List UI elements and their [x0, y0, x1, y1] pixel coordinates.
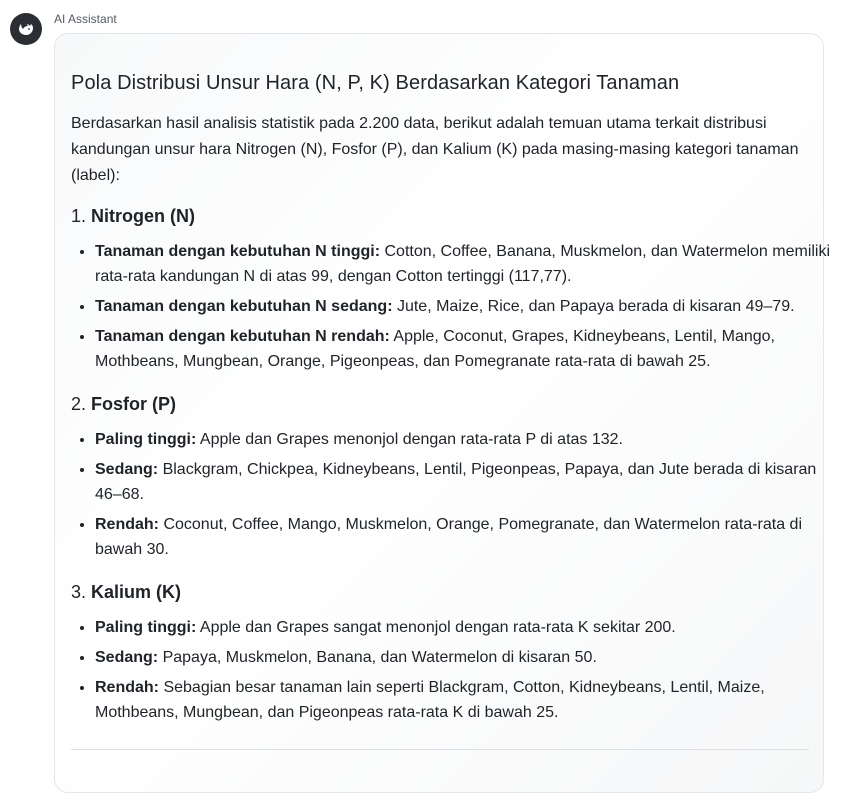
- item-text: Apple dan Grapes sangat menonjol dengan rata-rata K sekitar 200.: [196, 619, 676, 636]
- section-heading-nitrogen: [71, 206, 195, 227]
- section-number: 1.: [71, 206, 87, 226]
- item-text: Apple, Coconut, Grapes, Kidneybeans, Lentil, Mango, Mothbeans, Mungbean, Orange, Pigeonpeas, dan Pomegranate rata-rata di bawah 25.: [95, 328, 775, 370]
- list-item: [95, 675, 835, 725]
- section-heading-kalium: [71, 582, 181, 603]
- kalium-list: [71, 615, 835, 730]
- item-label: Sedang:: [95, 649, 159, 666]
- item-text: Cotton, Coffee, Banana, Muskmelon, dan Watermelon memiliki rata-rata kandungan N di atas 99, dengan Cotton tertinggi (117,77).: [95, 243, 831, 285]
- item-label: Rendah:: [95, 516, 159, 533]
- item-text: Blackgram, Chickpea, Kidneybeans, Lentil, Pigeonpeas, Papaya, dan Jute berada di kisaran 46–68.: [95, 461, 817, 503]
- item-label: Rendah:: [95, 679, 159, 696]
- item-label: Paling tinggi:: [95, 431, 197, 448]
- item-label: Paling tinggi:: [95, 619, 197, 636]
- list-item: [95, 294, 835, 319]
- message-title: Pola Distribusi Unsur Hara (N, P, K) Berdasarkan Kategori Tanaman: [71, 72, 680, 94]
- section-title: Kalium (K): [91, 582, 182, 602]
- list-item: [95, 645, 835, 670]
- item-text: Jute, Maize, Rice, dan Papaya berada di kisaran 49–79.: [392, 298, 795, 315]
- section-number: 2.: [71, 394, 87, 414]
- list-item: [95, 615, 835, 640]
- nitrogen-list: [71, 239, 835, 379]
- fosfor-list: [71, 427, 835, 567]
- item-label: Tanaman dengan kebutuhan N sedang:: [95, 298, 393, 315]
- item-text: Papaya, Muskmelon, Banana, dan Watermelon di kisaran 50.: [158, 649, 597, 666]
- list-item: [95, 239, 835, 289]
- whale-logo-icon: [17, 21, 35, 37]
- list-item: [95, 427, 835, 452]
- assistant-avatar: [10, 13, 42, 45]
- assistant-message-card: [54, 33, 831, 793]
- intro-paragraph: Berdasarkan hasil analisis statistik pada 2.200 data, berikut adalah temuan utama terkait distribusi kandungan unsur hara Nitrogen (N), Fosfor (P), dan Kalium (K) pada masing-masing kategori tanaman (label):: [71, 115, 799, 184]
- sender-name: AI Assistant: [54, 12, 117, 26]
- item-text: Coconut, Coffee, Mango, Muskmelon, Orange, Pomegranate, dan Watermelon rata-rata di bawah 30.: [95, 516, 802, 558]
- list-item: [95, 324, 835, 374]
- item-text: Sebagian besar tanaman lain seperti Blackgram, Cotton, Kidneybeans, Lentil, Maize, Mothbeans, Mungbean, dan Pigeonpeas rata-rata K di bawah 25.: [95, 679, 765, 721]
- section-number: 3.: [71, 582, 87, 602]
- list-item: [95, 457, 835, 507]
- section-title: Nitrogen (N): [91, 206, 196, 226]
- section-heading-fosfor: [71, 394, 176, 415]
- section-title: Fosfor (P): [91, 394, 177, 414]
- item-text: Apple dan Grapes menonjol dengan rata-rata P di atas 132.: [196, 431, 623, 448]
- item-label: Tanaman dengan kebutuhan N tinggi:: [95, 243, 381, 260]
- item-label: Tanaman dengan kebutuhan N rendah:: [95, 328, 390, 345]
- list-item: [95, 512, 835, 562]
- divider: [71, 749, 809, 750]
- item-label: Sedang:: [95, 461, 159, 478]
